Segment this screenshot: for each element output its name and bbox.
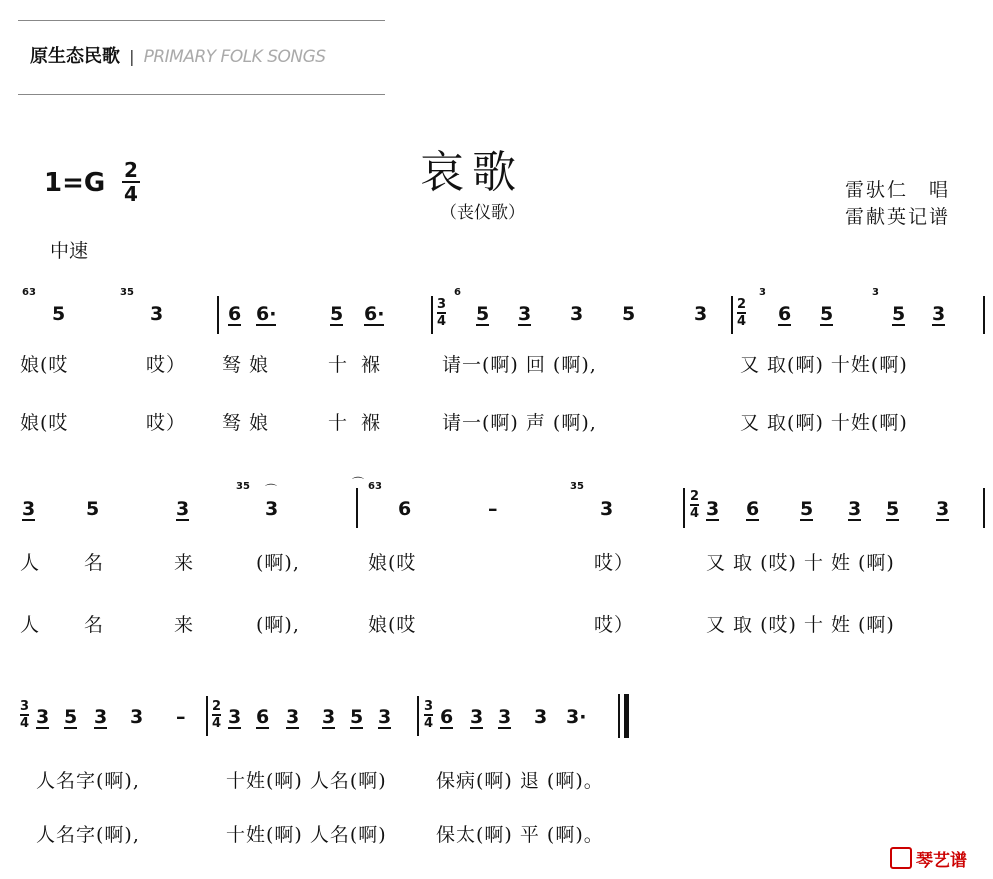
note: 3 <box>130 706 144 728</box>
song-subtitle: （丧仪歌） <box>440 203 525 223</box>
grace-note: 6 <box>454 287 461 298</box>
fermata-icon: ⌒ <box>352 476 365 490</box>
time-numerator: 3 <box>424 699 434 714</box>
note: 3 <box>570 303 584 325</box>
logo-icon <box>890 847 912 869</box>
lyric: 娘(哎 <box>368 552 417 574</box>
watermark-logo <box>890 846 967 871</box>
time-signature-change <box>20 700 29 730</box>
note: 3 <box>150 303 164 325</box>
note: 6· <box>364 303 385 325</box>
lyric: 人 <box>20 614 41 636</box>
note: 3 <box>378 706 392 728</box>
lyric: 娘(哎 <box>368 614 417 636</box>
note: 3 <box>94 706 108 728</box>
lyric: 驽娘 <box>222 412 277 434</box>
lyric: 十姓(啊) 人名(啊) <box>226 824 387 846</box>
header-title-en: PRIMARY FOLK SONGS <box>143 47 326 67</box>
barline <box>731 296 733 334</box>
note: – <box>488 498 498 520</box>
note: 3 <box>848 498 862 520</box>
lyric: 人名字(啊), <box>36 824 140 846</box>
time-numerator: 2 <box>690 489 700 504</box>
note: 5 <box>886 498 900 520</box>
note: 3 <box>36 706 50 728</box>
note: 3 <box>518 303 532 325</box>
note: – <box>176 706 186 728</box>
barline <box>417 696 419 736</box>
time-denominator: 4 <box>424 716 434 731</box>
time-denominator: 4 <box>212 716 222 731</box>
lyric: 人 <box>20 552 41 574</box>
note: 3 <box>286 706 300 728</box>
grace-note: 3 <box>872 287 879 298</box>
time-numerator: 2 <box>212 699 222 714</box>
lyric: 名 <box>84 614 105 636</box>
time-denominator: 4 <box>20 716 30 731</box>
lyric: 娘(哎 <box>20 412 69 434</box>
note: 3 <box>694 303 708 325</box>
note: 6 <box>256 706 270 728</box>
grace-note: 35 <box>120 287 134 298</box>
note: 3· <box>566 706 587 728</box>
lyric: 保太(啊) 平 (啊)。 <box>436 824 604 846</box>
lyric: 又 取(啊) 十姓(啊) <box>740 354 908 376</box>
note: 5 <box>820 303 834 325</box>
barline <box>217 296 219 334</box>
lyric: 哎） <box>146 354 187 376</box>
lyric: 十褓 <box>328 412 395 434</box>
note: 3 <box>176 498 190 520</box>
time-signature-change <box>690 490 699 520</box>
note: 6 <box>746 498 760 520</box>
time-denominator: 4 <box>690 506 700 521</box>
barline <box>206 696 208 736</box>
note: 3 <box>600 498 614 520</box>
time-denominator: 4 <box>737 314 747 329</box>
note: 3 <box>265 498 279 520</box>
barline <box>683 488 685 528</box>
barline <box>983 296 985 334</box>
lyric: 十姓(啊) 人名(啊) <box>226 770 387 792</box>
transcriber-credit: 雷献英记谱 <box>845 206 951 228</box>
note: 3 <box>228 706 242 728</box>
lyric: 又 取 (哎) 十 姓 (啊) <box>706 614 895 636</box>
note: 5 <box>892 303 906 325</box>
barline <box>431 296 433 334</box>
header-title-cn: 原生态民歌 <box>30 46 120 67</box>
note: 6 <box>398 498 412 520</box>
grace-note: 35 <box>570 481 584 492</box>
grace-note: 35 <box>236 481 250 492</box>
note: 6· <box>256 303 277 325</box>
note: 5 <box>800 498 814 520</box>
grace-note: 3 <box>759 287 766 298</box>
header-separator: | <box>129 47 135 66</box>
lyric: 十褓 <box>328 354 395 376</box>
time-denominator: 4 <box>437 314 447 329</box>
lyric: 请一(啊) 声 (啊), <box>442 412 597 434</box>
fermata-icon: ⌒ <box>265 483 278 497</box>
note: 3 <box>22 498 36 520</box>
time-numerator: 3 <box>437 297 447 312</box>
grace-note: 63 <box>368 481 382 492</box>
final-barline-thick <box>624 694 629 738</box>
note: 6 <box>228 303 242 325</box>
note: 5 <box>52 303 66 325</box>
note: 3 <box>498 706 512 728</box>
lyric: 哎） <box>594 552 635 574</box>
lyric: 娘(哎 <box>20 354 69 376</box>
time-signature-change <box>212 700 221 730</box>
time-numerator: 3 <box>20 699 30 714</box>
key-signature: 1=G <box>44 168 106 198</box>
note: 3 <box>932 303 946 325</box>
lyric: 驽娘 <box>222 354 277 376</box>
note: 3 <box>470 706 484 728</box>
time-signature-change <box>737 298 746 328</box>
song-title: 哀歌 <box>420 147 524 198</box>
time-denominator: 4 <box>124 182 138 206</box>
barline <box>983 488 985 528</box>
lyric: 哎） <box>594 614 635 636</box>
barline <box>356 488 358 528</box>
note: 5 <box>64 706 78 728</box>
lyric: 又 取 (哎) 十 姓 (啊) <box>706 552 895 574</box>
grace-note: 63 <box>22 287 36 298</box>
note: 6 <box>440 706 454 728</box>
header-bottom-rule <box>18 94 385 95</box>
note: 5 <box>350 706 364 728</box>
time-signature <box>122 160 140 204</box>
note: 3 <box>936 498 950 520</box>
lyric: 请一(啊) 回 (啊), <box>442 354 597 376</box>
lyric: 来 <box>174 614 195 636</box>
time-numerator: 2 <box>124 158 138 182</box>
singer-credit: 雷驮仁 唱 <box>845 179 951 201</box>
lyric: 人名字(啊), <box>36 770 140 792</box>
header <box>30 42 326 68</box>
time-numerator: 2 <box>737 297 747 312</box>
tempo-marking: 中速 <box>50 240 89 262</box>
lyric: (啊), <box>256 614 300 636</box>
note: 3 <box>534 706 548 728</box>
header-top-rule <box>18 20 385 21</box>
watermark-text: 琴艺谱 <box>916 851 967 871</box>
note: 5 <box>86 498 100 520</box>
time-signature-change <box>437 298 446 328</box>
note: 5 <box>330 303 344 325</box>
note: 3 <box>706 498 720 520</box>
final-barline-thin <box>618 694 620 738</box>
note: 3 <box>322 706 336 728</box>
time-signature-change <box>424 700 433 730</box>
lyric: 名 <box>84 552 105 574</box>
note: 6 <box>778 303 792 325</box>
lyric: 来 <box>174 552 195 574</box>
lyric: 又 取(啊) 十姓(啊) <box>740 412 908 434</box>
lyric: 保病(啊) 退 (啊)。 <box>436 770 604 792</box>
lyric: 哎） <box>146 412 187 434</box>
note: 5 <box>622 303 636 325</box>
lyric: (啊), <box>256 552 300 574</box>
note: 5 <box>476 303 490 325</box>
